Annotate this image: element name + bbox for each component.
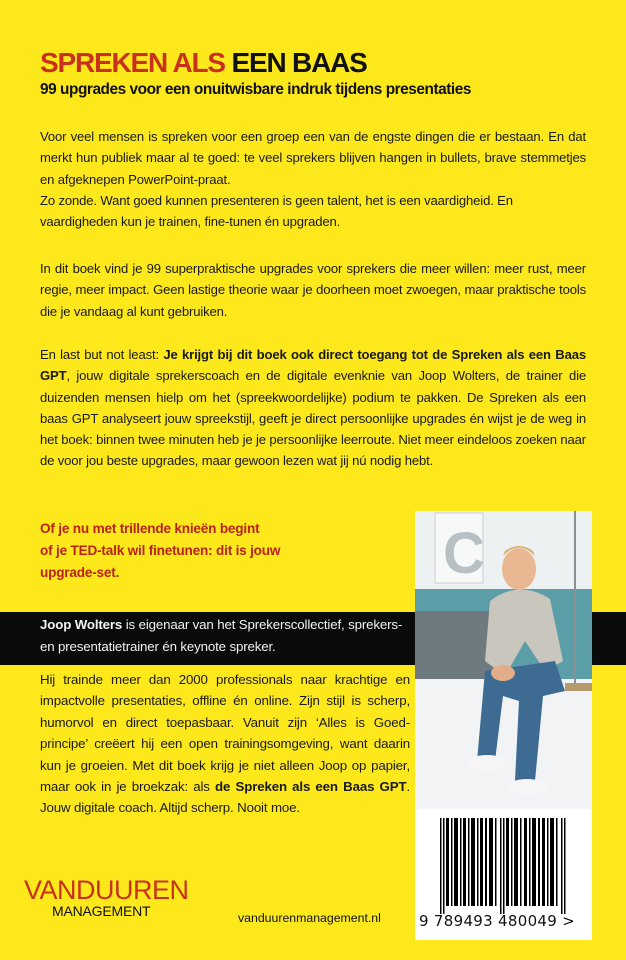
publisher-logo-bottom: MANAGEMENT — [52, 903, 151, 919]
quote-line: upgrade-set. — [40, 565, 120, 580]
book-subtitle: 99 upgrades voor een onuitwisbare indruk tijdens presentaties — [40, 81, 471, 98]
author-photo-illustration — [415, 511, 592, 809]
quote-line: of je TED-talk wil finetunen: dit is jouw — [40, 543, 281, 558]
author-intro — [40, 614, 420, 658]
publisher-website: vanduurenmanagement.nl — [238, 911, 381, 925]
gpt-paragraph-bold: Je krijgt bij dit boek ook direct toegang tot de Spreken als een Baas GPT — [40, 347, 586, 384]
svg-text:C: C — [443, 521, 485, 586]
title-part-black: EEN BAAS — [231, 47, 367, 78]
gpt-paragraph — [40, 344, 586, 472]
bio-end: . Jouw digitale coach. Altijd scherp. Nooit moe. — [40, 779, 410, 816]
publisher-logo-top: VANDUUREN — [24, 875, 189, 905]
bio-bold: de Spreken als een Baas GPT — [215, 779, 407, 795]
quote-line: Of je nu met trillende knieën begint — [40, 521, 260, 536]
author-intro-text: is eigenaar van het Sprekerscollectief, sprekers- en presentatietrainer én keynote spreker. — [40, 617, 403, 654]
author-name: Joop Wolters — [40, 617, 123, 632]
upgrades-paragraph-text: In dit boek vind je 99 superpraktische upgrades voor sprekers die meer willen: meer rust, meer regie, meer impact. Geen lastige theorie waar je doorheen moet zwoegen, maar praktische tools die je vandaag al kunt gebruiken. — [40, 261, 586, 319]
intro-paragraph — [40, 126, 586, 232]
gpt-paragraph-intro: En last but not least: — [40, 347, 164, 362]
author-bio — [40, 669, 410, 819]
highlight-quote — [40, 518, 380, 584]
book-title — [40, 48, 367, 78]
upgrades-paragraph — [40, 258, 586, 322]
intro-paragraph-text: Voor veel mensen is spreken voor een groep een van de engste dingen die er bestaan. En dat merkt hun publiek maar al te goed: te veel sprekers blijven hangen in bullets, brave stemmetjes en afgeknepen PowerPoint-praat. — [40, 129, 586, 187]
isbn-number: 9 789493 480049 > — [419, 912, 576, 930]
gpt-paragraph-rest: , jouw digitale sprekerscoach en de digitale evenknie van Joop Wolters, de trainer die duizenden mensen hielp om het (spreekwoordelijke) podium te pakken. De Spreken als een baas GPT analyseert jouw spreekstijl, geeft je direct persoonlijke upgrades én wijst je de weg in het boek: binnen twee minuten heb je je persoonlijke leerroute. Niet meer eindeloos zoeken naar de voor jou beste upgrades, maar gewoon lezen wat jij nú nodig hebt. — [40, 368, 586, 469]
title-part-red: SPREKEN ALS — [40, 47, 232, 78]
barcode-icon — [440, 818, 568, 914]
bio-text: Hij trainde meer dan 2000 professionals naar krachtige en impactvolle presentaties, offline én online. Zijn stijl is scherp, humorvol en direct toepasbaar. Vanuit zijn ‘Alles is Goed-principe’ creëert hij een open trainingsomgeving, want daarin kun je groeien. Met dit boek krijg je niet alleen Joop op papier, maar ook in je broekzak: als — [40, 672, 410, 795]
author-photo — [415, 511, 592, 809]
intro-paragraph-text-b: Zo zonde. Want goed kunnen presenteren is geen talent, het is een vaardigheid. En vaardigheden kun je trainen, fine-tunen én upgraden. — [40, 192, 513, 230]
